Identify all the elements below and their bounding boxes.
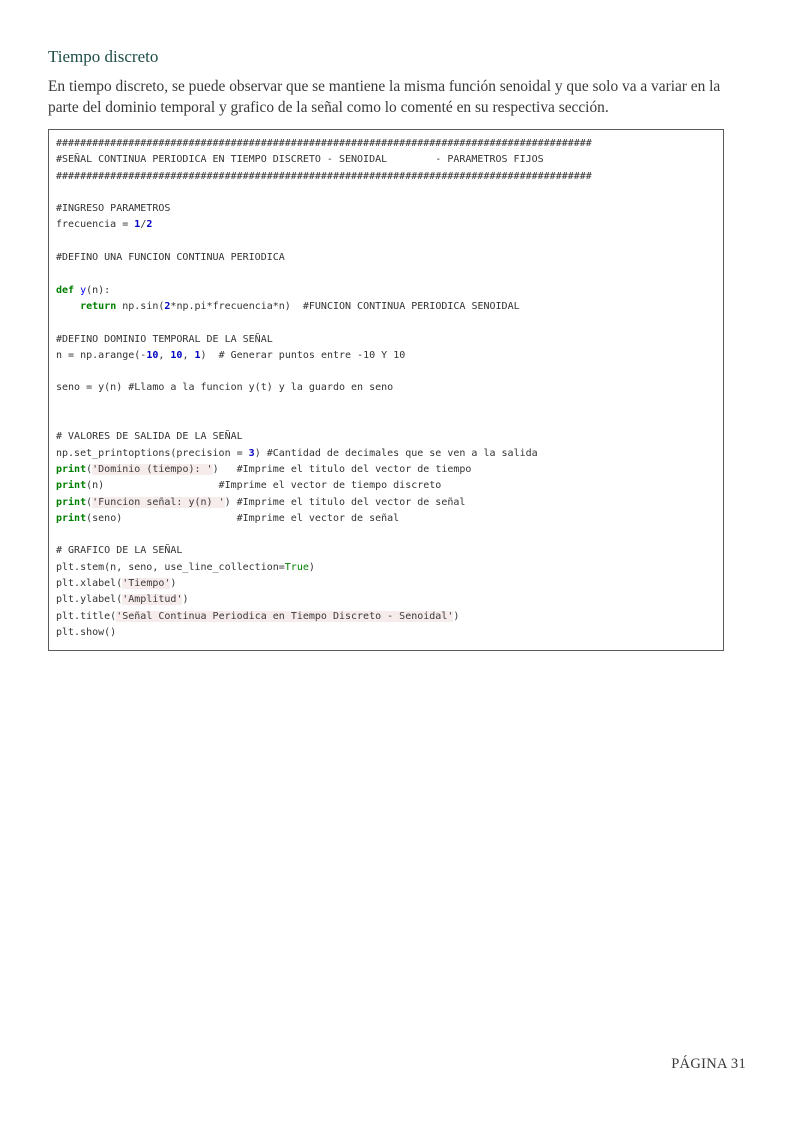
code-token: # VALORES DE SALIDA DE LA SEÑAL [56, 431, 243, 443]
code-token: print [56, 496, 87, 508]
code-line [56, 266, 592, 282]
code-line [56, 462, 592, 478]
code-token: ) #Imprime el titulo del vector de señal [224, 496, 466, 508]
code-token: ) [170, 578, 177, 590]
code-token: print [56, 512, 87, 524]
code-token [56, 301, 80, 312]
code-token: 1 [194, 349, 201, 361]
code-token: ( [86, 496, 93, 508]
code-token: , [158, 349, 171, 361]
code-token: n = np.arange(- [56, 349, 147, 361]
code-token: ######################################################################################### [56, 138, 592, 149]
code-token: np.set_printoptions(precision = [56, 447, 249, 459]
code-line [56, 332, 592, 348]
code-line [56, 136, 592, 152]
code-token: 1 [134, 219, 141, 231]
code-token: ) # Generar puntos entre -10 Y 10 [200, 349, 406, 361]
code-token: ) #Imprime el titulo del vector de tiempo [212, 463, 472, 475]
code-token: 'Dominio (tiempo): ' [92, 463, 213, 475]
code-token: def [56, 284, 75, 296]
page-number: PÁGINA 31 [671, 1056, 746, 1072]
code-line [56, 217, 592, 233]
code-token: return [80, 300, 117, 312]
code-line [56, 299, 592, 315]
code-token: (n) #Imprime el vector de tiempo discreto [86, 480, 442, 492]
code-line [56, 413, 592, 429]
code-token: frecuencia = [56, 219, 135, 231]
code-token: 'Funcion señal: y(n) ' [92, 496, 225, 508]
code-line [56, 152, 592, 168]
code-token: # GRAFICO DE LA SEÑAL [56, 545, 183, 557]
code-token: / [140, 219, 147, 231]
code-line [56, 576, 592, 592]
code-line [56, 348, 592, 364]
code-line [56, 250, 592, 266]
code-token: ) [182, 594, 189, 606]
code-line [56, 185, 592, 201]
code-line [56, 380, 592, 396]
code-token: 2 [146, 219, 153, 231]
code-token: ) [308, 561, 315, 573]
code-token: 'Tiempo' [122, 578, 171, 590]
code-line [56, 592, 592, 608]
code-token: (seno) #Imprime el vector de señal [86, 512, 400, 524]
code-token: #DEFINO DOMINIO TEMPORAL DE LA SEÑAL [56, 333, 273, 345]
code-line [56, 201, 592, 217]
code-token: ######################################################################################### [56, 170, 592, 182]
code-token: ) [453, 610, 460, 622]
code-line [56, 429, 592, 445]
code-token: 3 [248, 447, 255, 459]
code-line [56, 315, 592, 331]
code-token: np.sin( [116, 300, 165, 312]
code-token: 'Amplitud' [122, 594, 183, 606]
code-line [56, 397, 592, 413]
code-line [56, 543, 592, 559]
code-line [56, 511, 592, 527]
code-token: print [56, 480, 87, 492]
code-line [56, 283, 592, 299]
code-line [56, 560, 592, 576]
code-token: y [80, 284, 87, 296]
code-token: 10 [146, 349, 159, 361]
intro-paragraph: En tiempo discreto, se puede observar que se mantiene la misma función senoidal y que solo va a variar en la parte del dominio temporal y grafico de la señal como lo comenté en su respectiva sección. [48, 78, 721, 116]
code-line [56, 364, 592, 380]
code-token: 2 [164, 300, 171, 312]
code-listing [56, 136, 592, 641]
code-line [56, 495, 592, 511]
code-token: print [56, 463, 87, 475]
code-token: #SEÑAL CONTINUA PERIODICA EN TIEMPO DISCRETO - SENOIDAL - PARAMETROS FIJOS [56, 154, 544, 166]
code-line [56, 625, 592, 641]
code-token: #INGRESO PARAMETROS [56, 203, 171, 215]
code-token: #DEFINO UNA FUNCION CONTINUA PERIODICA [56, 252, 285, 264]
code-token: plt.xlabel( [56, 578, 123, 590]
code-token: , [182, 349, 195, 361]
code-token: (n): [86, 284, 111, 296]
code-block [48, 129, 724, 651]
section-heading: Tiempo discreto [48, 47, 159, 66]
code-token: plt.title( [56, 610, 117, 622]
code-line [56, 234, 592, 250]
code-token: 'Señal Continua Periodica en Tiempo Discreto - Senoidal' [116, 610, 454, 622]
code-token: plt.show() [56, 626, 117, 638]
code-line [56, 609, 592, 625]
code-token: plt.stem(n, seno, use_line_collection= [56, 561, 285, 573]
code-token: True [284, 561, 309, 573]
code-line [56, 478, 592, 494]
code-token: plt.ylabel( [56, 594, 123, 606]
code-token: ) #Cantidad de decimales que se ven a la salida [254, 447, 538, 459]
code-line [56, 169, 592, 185]
code-token: seno = y(n) #Llamo a la funcion y(t) y la guardo en seno [56, 382, 394, 394]
code-token: ( [86, 463, 93, 475]
code-line [56, 446, 592, 462]
code-token: 10 [170, 349, 183, 361]
code-line [56, 527, 592, 543]
code-token: *np.pi*frecuencia*n) #FUNCION CONTINUA PERIODICA SENOIDAL [170, 300, 520, 312]
